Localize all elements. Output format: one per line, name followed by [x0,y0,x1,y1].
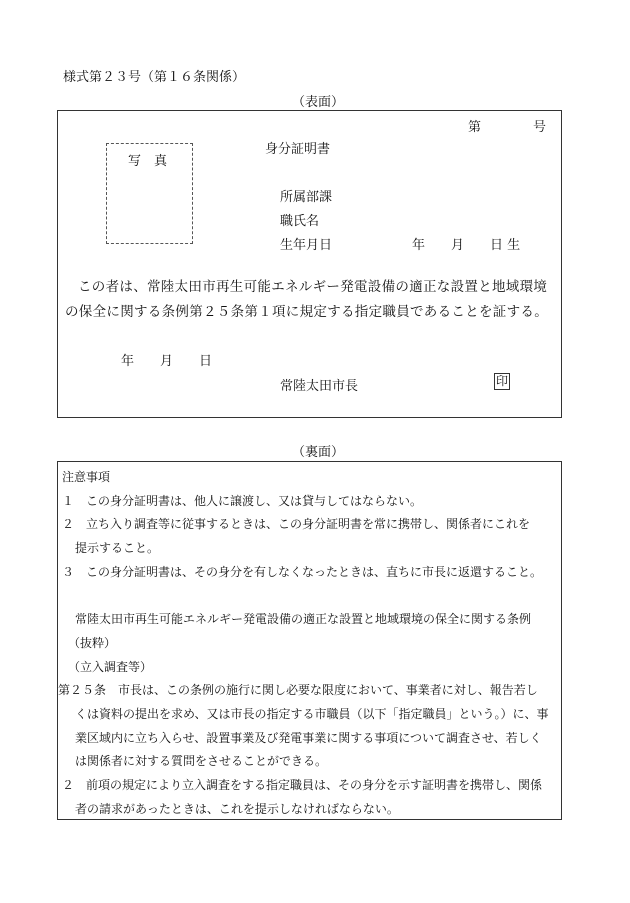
article-line: くは資料の提出を求め、又は市長の指定する市職員（以下「指定職員」という。）に、事 [75,707,549,722]
number-label: 第 号 [468,120,547,135]
article-line: 業区域内に立ち入らせ、設置事業及び発電事業に関する事項について調査させ、若しく [75,730,542,745]
note-item-continued: 提示すること。 [75,541,160,556]
excerpt-label: （抜粋） [68,635,117,650]
field-position-name: 職氏名 [280,214,320,229]
photo-label: 写 真 [128,154,168,169]
back-heading: （裏面） [292,445,345,460]
note-item: ３ この身分証明書は、その身分を有しなくなったときは、直ちに市長に返還すること。 [62,564,543,579]
front-heading: （表面） [292,95,345,110]
article-line: 第２５条 市長は、この条例の施行に関し必要な限度において、事業者に対し、報告若し [58,683,538,698]
article-line: は関係者に対する質問をさせることができる。 [75,754,328,769]
statement-text: この者は、常陸太田市再生可能エネルギー発電設備の適正な設置と地域環境の保全に関する条例第２５条第１項に規定する指定職員であることを証する。 [65,279,548,320]
seal-stamp: 印 [495,374,508,388]
back-content [58,466,557,822]
blank-spacer [62,585,557,609]
field-birth-date: 年 月 日 生 [412,238,521,253]
ordinance-title: 常陸太田市再生可能エネルギー発電設備の適正な設置と地域環境の保全に関する条例 [75,612,532,627]
issue-date-line: 年 月 日 [121,354,213,369]
notes-title: 注意事項 [62,470,111,484]
form-label: 様式第２３号（第１６条関係） [63,70,246,85]
certificate-title: 身分証明書 [265,142,331,157]
note-item: １ この身分証明書は、他人に譲渡し、又は貸与してはならない。 [62,493,423,508]
section-title: （立入調査等） [68,659,153,674]
article-line: ２ 前項の規定により立入調査をする指定職員は、その身分を示す証明書を携帯し、関係 [62,778,543,793]
note-item: ２ 立ち入り調査等に従事するときは、この身分証明書を常に携帯し、関係者にこれを [62,517,531,532]
article-line: 者の請求があったときは、これを提示しなければならない。 [75,801,399,816]
field-birth-label: 生年月日 [280,238,333,253]
issuer-name: 常陸太田市長 [280,379,359,394]
field-department: 所属部課 [280,190,333,205]
